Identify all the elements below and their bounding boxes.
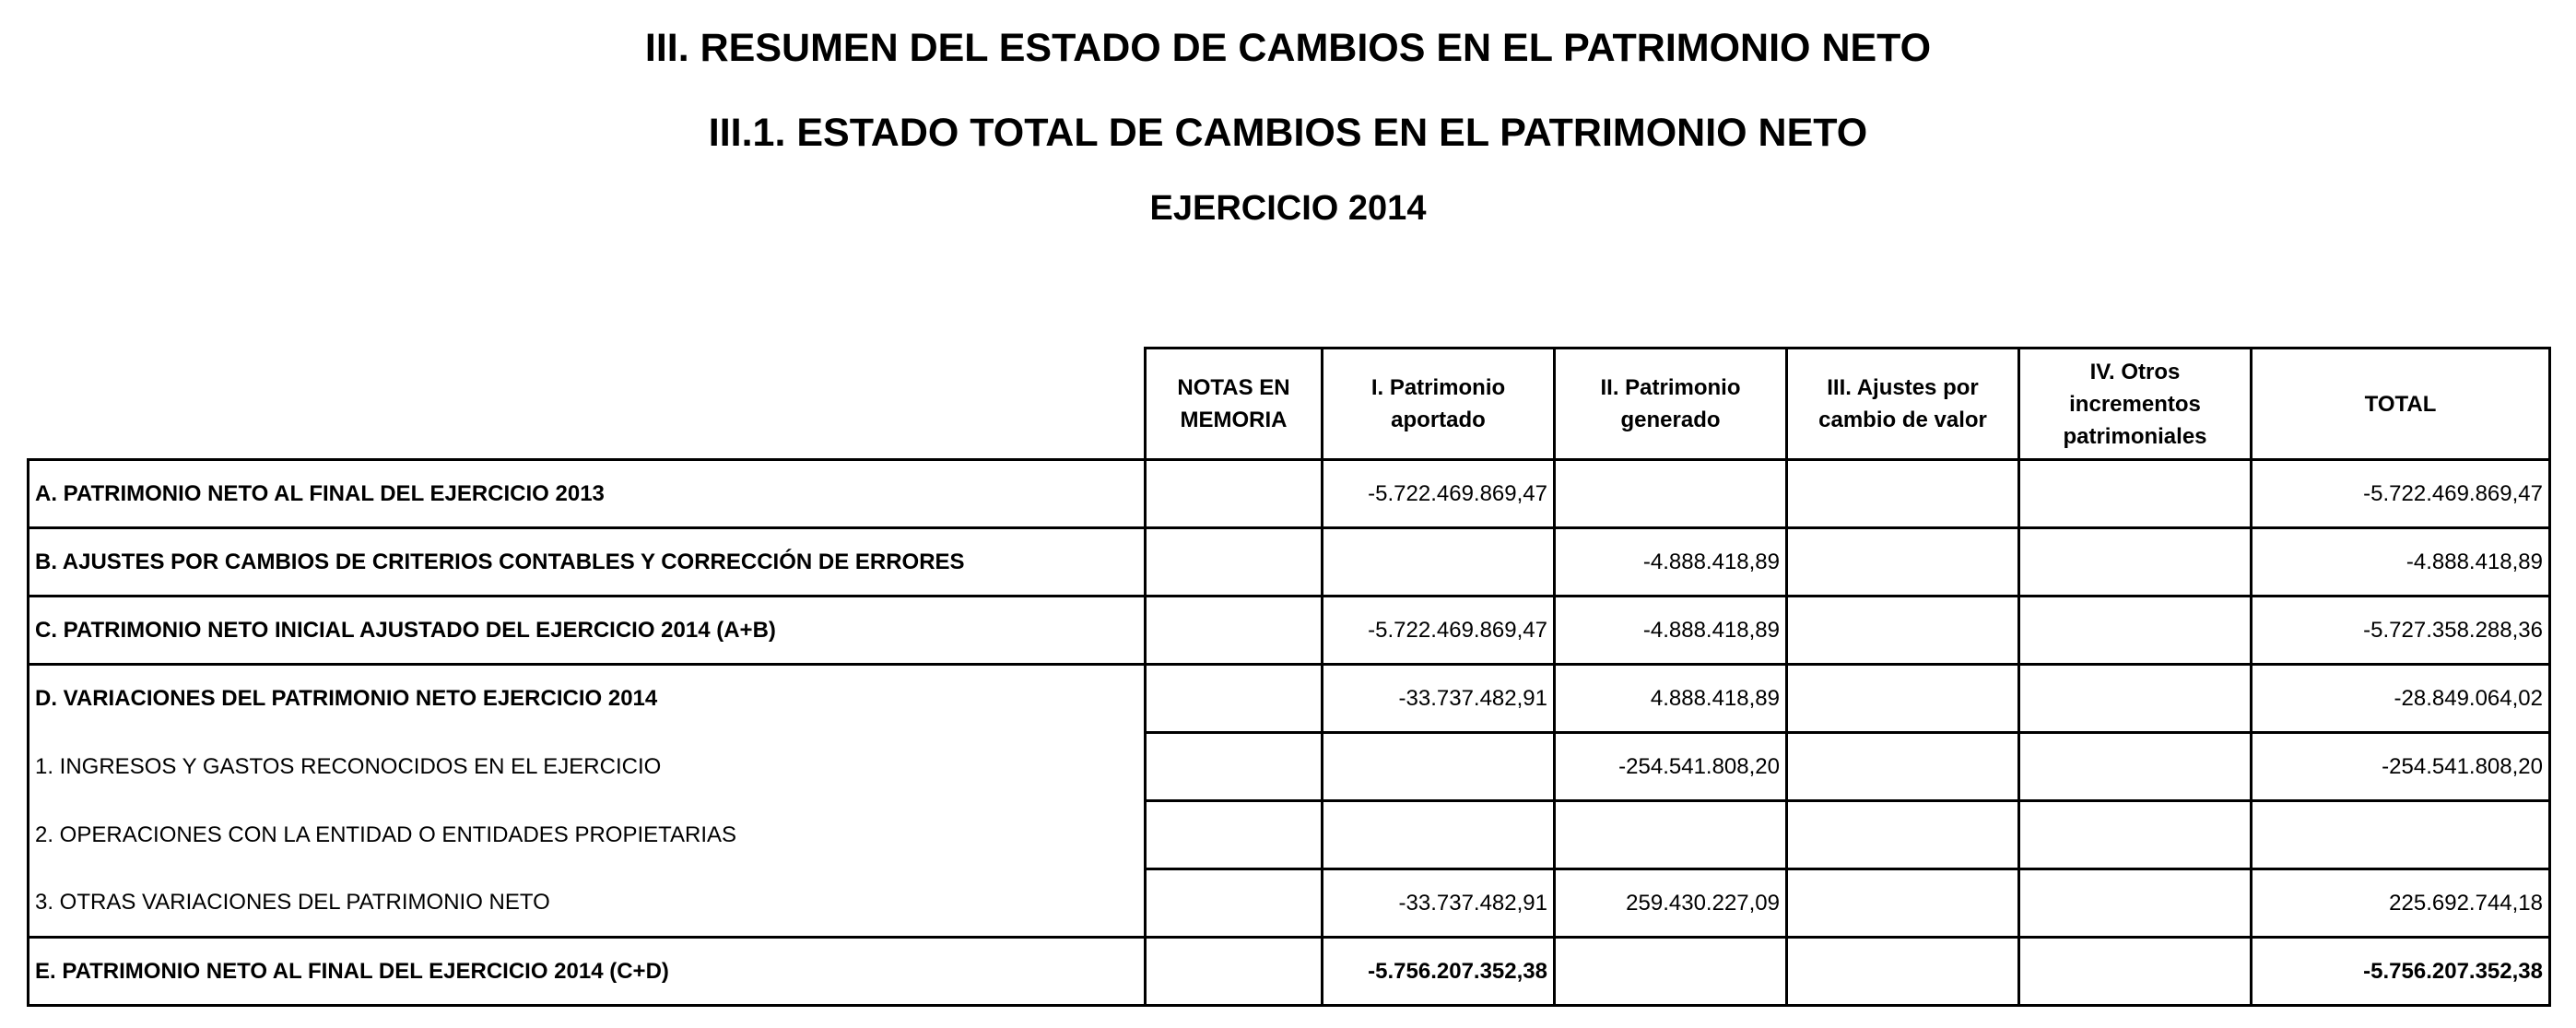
- row-label: B. AJUSTES POR CAMBIOS DE CRITERIOS CONTABLES Y CORRECCIÓN DE ERRORES: [29, 528, 1146, 597]
- cell-notas: [1146, 869, 1323, 938]
- cell-total: [2252, 801, 2550, 869]
- cell-notas: [1146, 460, 1323, 528]
- table-row-d1: [29, 733, 2550, 801]
- cell-total: 225.692.744,18: [2252, 869, 2550, 938]
- cell-aportado: [1323, 528, 1555, 597]
- section-title: III.1. ESTADO TOTAL DE CAMBIOS EN EL PATRIMONIO NETO: [708, 111, 1868, 155]
- cell-ajustes: [1787, 665, 2019, 733]
- row-label: 2. OPERACIONES CON LA ENTIDAD O ENTIDADES PROPIETARIAS: [29, 801, 1146, 869]
- cell-notas: [1146, 801, 1323, 869]
- header-otros-incrementos: IV. Otros incrementos patrimoniales: [2019, 349, 2252, 460]
- cell-otros: [2019, 528, 2252, 597]
- cell-ajustes: [1787, 869, 2019, 938]
- header-total: TOTAL: [2252, 349, 2550, 460]
- cell-otros: [2019, 869, 2252, 938]
- cell-ajustes: [1787, 528, 2019, 597]
- equity-changes-table: [27, 347, 2551, 1007]
- cell-total: -28.849.064,02: [2252, 665, 2550, 733]
- cell-aportado: -33.737.482,91: [1323, 869, 1555, 938]
- header-patrimonio-aportado: I. Patrimonio aportado: [1323, 349, 1555, 460]
- row-label: C. PATRIMONIO NETO INICIAL AJUSTADO DEL EJERCICIO 2014 (A+B): [29, 597, 1146, 665]
- row-label: E. PATRIMONIO NETO AL FINAL DEL EJERCICIO 2014 (C+D): [29, 938, 1146, 1006]
- cell-generado: [1555, 801, 1787, 869]
- table-row-a: [29, 460, 2550, 528]
- cell-generado: 4.888.418,89: [1555, 665, 1787, 733]
- table-row-c: [29, 597, 2550, 665]
- cell-total: -5.756.207.352,38: [2252, 938, 2550, 1006]
- cell-generado: -254.541.808,20: [1555, 733, 1787, 801]
- cell-notas: [1146, 528, 1323, 597]
- cell-generado: -4.888.418,89: [1555, 597, 1787, 665]
- cell-total: -254.541.808,20: [2252, 733, 2550, 801]
- cell-aportado: -5.722.469.869,47: [1323, 460, 1555, 528]
- cell-aportado: [1323, 801, 1555, 869]
- table-row-d: [29, 665, 2550, 733]
- row-label: A. PATRIMONIO NETO AL FINAL DEL EJERCICIO 2013: [29, 460, 1146, 528]
- header-patrimonio-generado: II. Patrimonio generado: [1555, 349, 1787, 460]
- cell-aportado: -33.737.482,91: [1323, 665, 1555, 733]
- cell-ajustes: [1787, 597, 2019, 665]
- cell-total: -5.722.469.869,47: [2252, 460, 2550, 528]
- cell-notas: [1146, 597, 1323, 665]
- cell-otros: [2019, 597, 2252, 665]
- cell-ajustes: [1787, 460, 2019, 528]
- cell-generado: [1555, 938, 1787, 1006]
- cell-otros: [2019, 665, 2252, 733]
- cell-ajustes: [1787, 733, 2019, 801]
- row-label: 3. OTRAS VARIACIONES DEL PATRIMONIO NETO: [29, 869, 1146, 938]
- cell-notas: [1146, 938, 1323, 1006]
- row-label: D. VARIACIONES DEL PATRIMONIO NETO EJERCICIO 2014: [29, 665, 1146, 733]
- cell-generado: 259.430.227,09: [1555, 869, 1787, 938]
- cell-ajustes: [1787, 801, 2019, 869]
- cell-total: -4.888.418,89: [2252, 528, 2550, 597]
- header-notas-en-memoria: NOTAS EN MEMORIA: [1146, 349, 1323, 460]
- table-row-b: [29, 528, 2550, 597]
- page-title: III. RESUMEN DEL ESTADO DE CAMBIOS EN EL PATRIMONIO NETO: [644, 26, 1932, 70]
- cell-otros: [2019, 733, 2252, 801]
- table-row-d3: [29, 869, 2550, 938]
- cell-otros: [2019, 801, 2252, 869]
- cell-total: -5.727.358.288,36: [2252, 597, 2550, 665]
- table-header-row: [29, 349, 2550, 460]
- cell-aportado: -5.722.469.869,47: [1323, 597, 1555, 665]
- cell-ajustes: [1787, 938, 2019, 1006]
- cell-notas: [1146, 665, 1323, 733]
- cell-aportado: -5.756.207.352,38: [1323, 938, 1555, 1006]
- header-ajustes-cambio-valor: III. Ajustes por cambio de valor: [1787, 349, 2019, 460]
- fiscal-year-title: EJERCICIO 2014: [1149, 189, 1427, 228]
- cell-generado: -4.888.418,89: [1555, 528, 1787, 597]
- table-row-e: [29, 938, 2550, 1006]
- cell-generado: [1555, 460, 1787, 528]
- cell-aportado: [1323, 733, 1555, 801]
- table-row-d2: [29, 801, 2550, 869]
- cell-otros: [2019, 938, 2252, 1006]
- header-blank-cell: [29, 349, 1146, 460]
- row-label: 1. INGRESOS Y GASTOS RECONOCIDOS EN EL EJERCICIO: [29, 733, 1146, 801]
- cell-otros: [2019, 460, 2252, 528]
- cell-notas: [1146, 733, 1323, 801]
